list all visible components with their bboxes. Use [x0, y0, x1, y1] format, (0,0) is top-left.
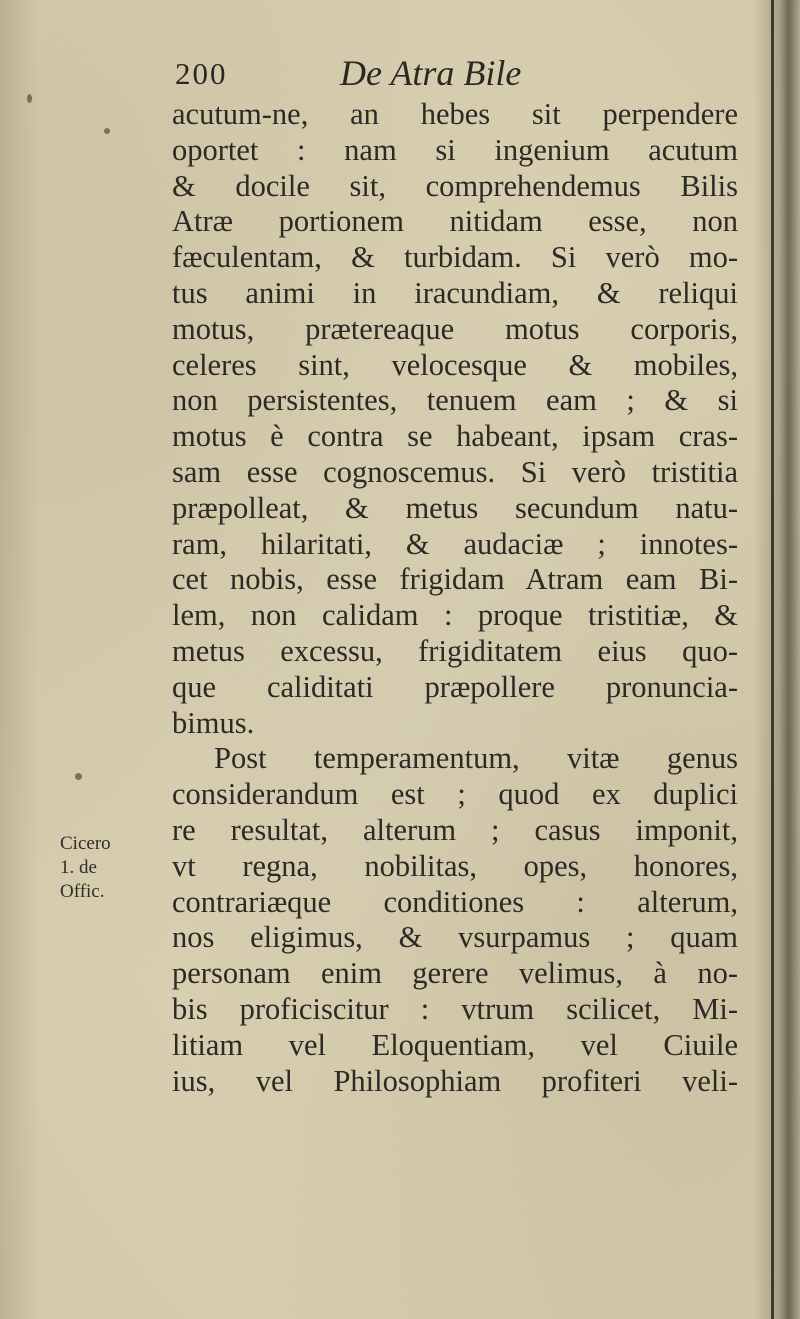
- text-line: ram, hilaritati, & audaciæ ; innotes-: [172, 526, 738, 561]
- margin-note-line: 1. de: [60, 857, 97, 878]
- page-edge-shade: [0, 0, 40, 1319]
- text-line: fæculentam, & turbidam. Si verò mo-: [172, 240, 738, 275]
- binding-gutter-line: [771, 0, 774, 1319]
- binding-gutter-shadow: [754, 0, 800, 1319]
- ink-speck: [75, 773, 82, 780]
- text-line: non persistentes, tenuem eam ; & si: [172, 383, 738, 418]
- text-line: præpolleat, & metus secundum natu-: [172, 490, 738, 525]
- text-line: vt regna, nobilitas, opes, honores,: [172, 848, 738, 883]
- text-line: celeres sint, velocesque & mobiles,: [172, 347, 738, 382]
- text-line: sam esse cognoscemus. Si verò tristitia: [172, 454, 738, 489]
- page-number: 200: [175, 56, 228, 91]
- text-line: que caliditati præpollere pronuncia-: [172, 669, 738, 704]
- text-line: lem, non calidam : proque tristitiæ, &: [172, 598, 738, 633]
- paragraph-first-line: Post temperamentum, vitæ genus: [214, 741, 738, 776]
- margin-note-line: Offic.: [60, 881, 105, 902]
- text-line: contrariæque conditiones : alterum,: [172, 884, 738, 919]
- text-line: bimus.: [172, 705, 255, 740]
- text-line: nos eligimus, & vsurpamus ; quam: [172, 920, 738, 955]
- body-text: [172, 97, 738, 1099]
- margin-note: [60, 832, 160, 904]
- text-line: metus excessu, frigiditatem eius quo-: [172, 633, 738, 668]
- text-line: re resultat, alterum ; casus imponit,: [172, 812, 738, 847]
- text-line: tus animi in iracundiam, & reliqui: [172, 275, 738, 310]
- text-line: & docile sit, comprehendemus Bilis: [172, 168, 738, 203]
- text-line: motus è contra se habeant, ipsam cras-: [172, 419, 738, 454]
- text-line: oportet : nam si ingenium acutum: [172, 132, 738, 167]
- ink-speck: [104, 128, 110, 134]
- text-line: Atræ portionem nitidam esse, non: [172, 204, 738, 239]
- text-line: ius, vel Philosophiam profiteri veli-: [172, 1063, 738, 1098]
- text-line: acutum-ne, an hebes sit perpendere: [172, 97, 738, 131]
- text-line: bis proficiscitur : vtrum scilicet, Mi-: [172, 991, 738, 1026]
- page-header: [0, 52, 800, 96]
- margin-note-line: Cicero: [60, 833, 111, 854]
- text-line: cet nobis, esse frigidam Atram eam Bi-: [172, 562, 738, 597]
- running-head: De Atra Bile: [340, 53, 522, 93]
- text-line: motus, prætereaque motus corporis,: [172, 311, 738, 346]
- text-line: considerandum est ; quod ex duplici: [172, 777, 738, 812]
- ink-speck: [27, 94, 32, 103]
- text-line: personam enim gerere velimus, à no-: [172, 956, 738, 991]
- text-line: litiam vel Eloquentiam, vel Ciuile: [172, 1027, 738, 1062]
